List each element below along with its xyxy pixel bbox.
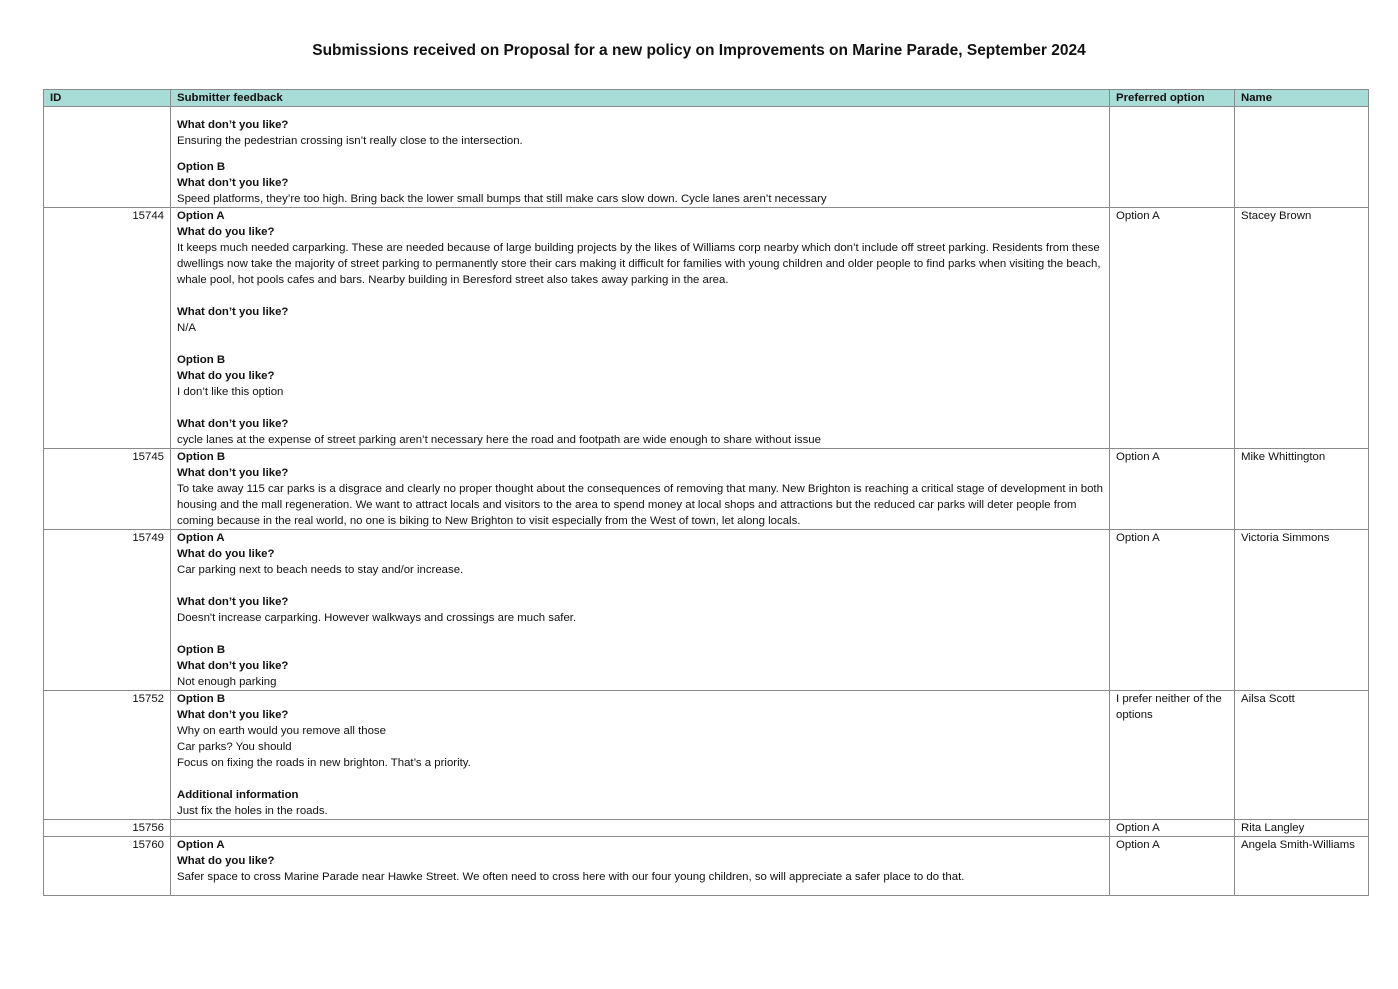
preferred-option: Option A [1110,449,1235,530]
submitter-feedback [171,820,1110,837]
feedback-heading: What don’t you like? [177,119,289,131]
feedback-heading: Option B [177,693,226,705]
submitter-feedback [171,107,1110,208]
feedback-heading: What don’t you like? [177,306,289,318]
feedback-heading: What don’t you like? [177,177,289,189]
feedback-heading: What do you like? [177,855,275,867]
spacer [177,288,1103,304]
feedback-text: Speed platforms, they’re too high. Bring back the lower small bumps that still make cars slow down. Cycle lanes aren’t necessary [177,193,827,205]
submission-id: 15760 [44,837,171,896]
submission-id: 15745 [44,449,171,530]
spacer [177,107,1103,117]
feedback-heading: What don’t you like? [177,418,289,430]
feedback-text: I don’t like this option [177,386,284,398]
submitter-feedback [171,530,1110,691]
feedback-text: cycle lanes at the expense of street parking aren’t necessary here the road and footpath are wide enough to share without issue [177,434,821,446]
feedback-text: Safer space to cross Marine Parade near Hawke Street. We often need to cross here with our four young children, so will appreciate a safer place to do that. [177,871,965,883]
feedback-text: Not enough parking [177,676,277,688]
feedback-text: To take away 115 car parks is a disgrace and clearly no proper thought about the consequences of removing that many. New Brighton is reaching a critical stage of development in both housing and the mall regeneration. We want to attract locals and visitors to the area to spend money at local shops and attractions but the reduced car parks will deter people from coming because in the real world, no one is biking to New Brighton to visit especially from the West of town, let along locals. [177,483,1103,527]
submissions-table [43,89,1369,896]
column-header-name: Name [1235,90,1369,107]
table-row [44,530,1369,691]
table-row [44,208,1369,449]
spacer [177,400,1103,416]
submitter-name: Rita Langley [1235,820,1369,837]
submitter-name: Angela Smith-Williams [1235,837,1369,896]
submitter-name: Mike Whittington [1235,449,1369,530]
submission-id [44,107,171,208]
feedback-text: Doesn't increase carparking. However walkways and crossings are much safer. [177,612,577,624]
spacer [177,149,1103,159]
spacer [177,626,1103,642]
submission-id: 15752 [44,691,171,820]
feedback-heading: Option A [177,839,225,851]
feedback-heading: What don’t you like? [177,467,289,479]
submitter-feedback [171,449,1110,530]
preferred-option: Option A [1110,837,1235,896]
submitter-feedback [171,691,1110,820]
column-header-id: ID [44,90,171,107]
feedback-heading: What don’t you like? [177,596,289,608]
feedback-heading: Option B [177,161,226,173]
feedback-heading: Option B [177,451,226,463]
submitter-name: Ailsa Scott [1235,691,1369,820]
feedback-text: N/A [177,322,196,334]
preferred-option: Option A [1110,208,1235,449]
table-row [44,107,1369,208]
feedback-text: Why on earth would you remove all those [177,725,386,737]
submitter-name: Stacey Brown [1235,208,1369,449]
spacer [177,336,1103,352]
spacer [177,885,1103,895]
feedback-heading: Option B [177,644,226,656]
feedback-heading: What do you like? [177,370,275,382]
submitter-name: Victoria Simmons [1235,530,1369,691]
feedback-heading: What don’t you like? [177,709,289,721]
column-header-preferred-option: Preferred option [1110,90,1235,107]
preferred-option: Option A [1110,820,1235,837]
feedback-heading: Option B [177,354,226,366]
preferred-option: Option A [1110,530,1235,691]
submission-id: 15749 [44,530,171,691]
submission-id: 15756 [44,820,171,837]
preferred-option: I prefer neither of the options [1110,691,1235,820]
table-header-row [44,90,1369,107]
spacer [177,578,1103,594]
feedback-heading: What do you like? [177,548,275,560]
submitter-feedback [171,837,1110,896]
table-row [44,837,1369,896]
table-row [44,820,1369,837]
feedback-heading: What do you like? [177,226,275,238]
feedback-text: Car parking next to beach needs to stay and/or increase. [177,564,464,576]
feedback-text: It keeps much needed carparking. These are needed because of large building projects by the likes of Williams corp nearby which don’t include off street parking. Residents from these dwellings now take the majority of street parking to permanently store their cars making it difficult for families with young children and older people to find parks when visiting the beach, whale pool, hot pools cafes and bars. Nearby building in Beresford street also takes away parking in the area. [177,242,1101,286]
feedback-heading: Option A [177,532,225,544]
feedback-text: Focus on fixing the roads in new brighton. That’s a priority. [177,757,471,769]
submission-id: 15744 [44,208,171,449]
table-body [44,107,1369,896]
feedback-heading: Option A [177,210,225,222]
table-row [44,449,1369,530]
submitter-feedback [171,208,1110,449]
column-header-feedback: Submitter feedback [171,90,1110,107]
spacer [177,771,1103,787]
preferred-option [1110,107,1235,208]
feedback-text: Ensuring the pedestrian crossing isn’t really close to the intersection. [177,135,523,147]
feedback-heading: Additional information [177,789,299,801]
table-row [44,691,1369,820]
feedback-text: Car parks? You should [177,741,292,753]
feedback-heading: What don’t you like? [177,660,289,672]
submitter-name [1235,107,1369,208]
feedback-text: Just fix the holes in the roads. [177,805,328,817]
page-title: Submissions received on Proposal for a new policy on Improvements on Marine Parade, September 2024 [312,42,1086,59]
